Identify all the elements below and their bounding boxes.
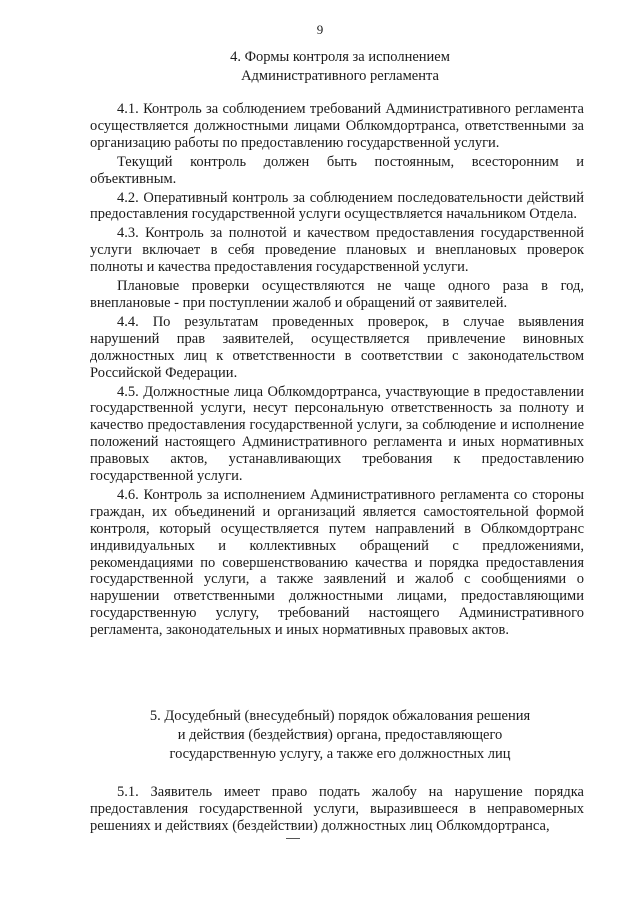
paragraph-4-2: 4.2. Оперативный контроль за соблюдением последовательности действий предоставления государственной услуги осуществляется начальником Отдела. — [90, 189, 584, 223]
section-5-title-line-1: 5. Досудебный (внесудебный) порядок обжалования решения — [149, 708, 531, 724]
paragraph-4-1: 4.1. Контроль за соблюдением требований Административного регламента осуществляется должностными лицами Облкомдортранса, ответственными за организацию работы по предоставлению государственной услуги. — [90, 101, 584, 151]
paragraph-current-control: Текущий контроль должен быть постоянным, всесторонним и объективным. — [90, 153, 584, 187]
section-5-body — [90, 784, 584, 837]
paragraph-4-6: 4.6. Контроль за исполнением Административного регламента со стороны граждан, их объединений и организаций является самостоятельной формой контроля, который осуществляется путем направлений в Облкомдортранс индивидуальных и коллективных обращений с предложениями, рекомендациями по совершенствованию качества и порядка предоставления государственной услуги, а также заявлений и жалоб с сообщениями о нарушении ответственными должностными лицами, предоставляющими государственную услугу, требований настоящего Административного регламента, законодательных и иных нормативных правовых актов. — [90, 486, 584, 639]
section-5-heading — [90, 707, 590, 764]
paragraph-4-3: 4.3. Контроль за полнотой и качеством предоставления государственной услуги включает в себя проведение плановых и внеплановых проверок полноты и качества предоставления государственной услуги. — [90, 225, 584, 276]
page-number: 9 — [316, 22, 324, 37]
section-4-body — [90, 101, 584, 641]
footer-divider — [286, 838, 300, 839]
paragraph-5-1: 5.1. Заявитель имеет право подать жалобу на нарушение порядка предоставления государственной услуги, выразившееся в неправомерных решениях и действиях (бездействии) должностных лиц Облкомдортранса, — [90, 784, 584, 834]
section-4-title-line-2: Административного регламента — [241, 68, 439, 84]
paragraph-4-4: 4.4. По результатам проведенных проверок, в случае выявления нарушений прав заявителей, осуществляется привлечение виновных должностных лиц к ответственности в соответствии с законодательством Российской Федерации. — [90, 313, 584, 381]
section-5-title-line-3: государственную услугу, а также его должностных лиц — [169, 746, 511, 762]
paragraph-4-5: 4.5. Должностные лица Облкомдортранса, участвующие в предоставлении государственной услуги, несут персональную ответственность за полноту и качество предоставления государственной услуги, за соблюдение и исполнение положений настоящего Административного регламента и иных нормативных правовых актов, устанавливающих требования к предоставлению государственной услуги. — [90, 383, 584, 485]
section-4-heading — [90, 48, 590, 86]
section-5-title-line-2: и действия (бездействия) органа, предоставляющего — [177, 727, 503, 743]
section-4-title-line-1: 4. Формы контроля за исполнением — [230, 49, 450, 65]
paragraph-planned-checks: Плановые проверки осуществляются не чаще одного раза в год, внеплановые - при поступлении жалоб и обращений от заявителей. — [90, 278, 584, 311]
